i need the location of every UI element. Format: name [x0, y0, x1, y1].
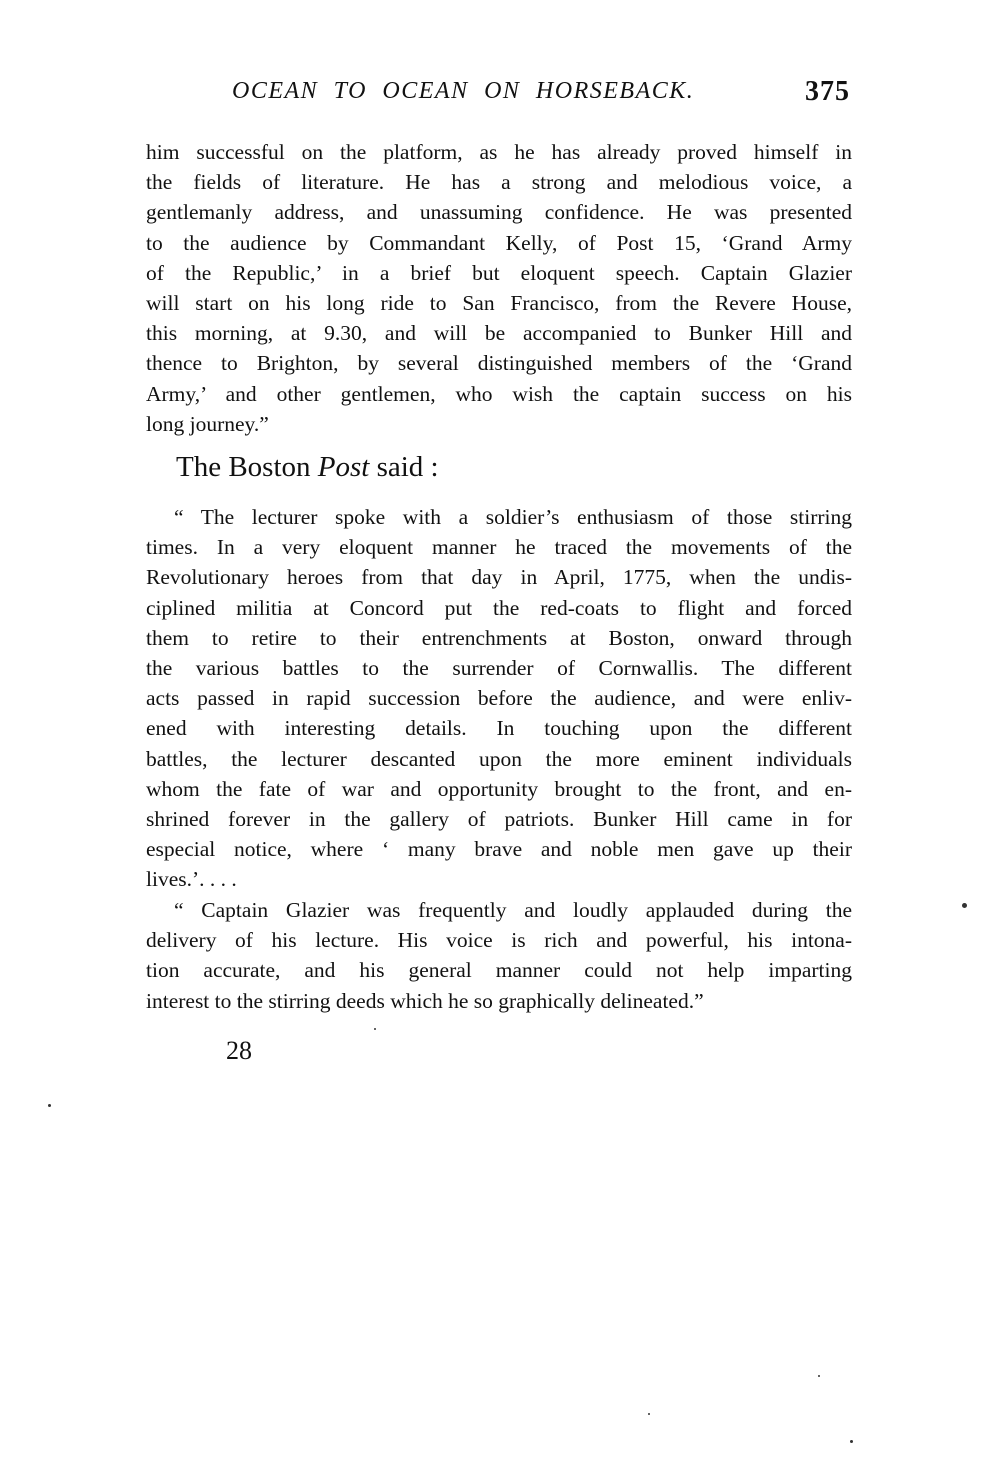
- text-line: to the audience by Commandant Kelly, of Post 15, ‘Grand Army: [146, 230, 852, 255]
- paragraph-continuation: [146, 137, 852, 439]
- text-line: shrined forever in the gallery of patriots. Bunker Hill came in for: [146, 806, 852, 831]
- text-line: “ Captain Glazier was frequently and loudly applauded during the: [174, 898, 852, 922]
- text-line: tion accurate, and his general manner could not help imparting: [146, 958, 852, 983]
- scan-speck: [850, 1440, 853, 1443]
- heading-prefix: The Boston: [176, 451, 318, 483]
- scan-speck: [648, 1413, 650, 1415]
- text-line: this morning, at 9.30, and will be accompanied to Bunker Hill and: [146, 321, 852, 346]
- text-line: delivery of his lecture. His voice is rich and powerful, his intona-: [146, 928, 852, 953]
- text-line: especial notice, where ‘ many brave and noble men gave up their: [146, 837, 852, 862]
- text-line: lives.’. . . .: [146, 867, 237, 892]
- running-title: OCEAN TO OCEAN ON HORSEBACK.: [232, 78, 695, 104]
- text-line: them to retire to their entrenchments at Boston, onward through: [146, 625, 852, 650]
- text-line: ciplined militia at Concord put the red-coats to flight and forced: [146, 595, 852, 620]
- scan-speck: [48, 1104, 51, 1107]
- text-line: thence to Brighton, by several distinguished members of the ‘Grand: [146, 351, 852, 376]
- signature-mark: 28: [226, 1036, 252, 1065]
- text-line: whom the fate of war and opportunity brought to the front, and en-: [146, 776, 852, 801]
- text-line: acts passed in rapid succession before the audience, and were enliv-: [146, 686, 852, 711]
- text-line: times. In a very eloquent manner he traced the movements of the: [146, 535, 852, 560]
- quote-paragraph-2: [146, 895, 852, 1016]
- quote-paragraph-1: [146, 502, 852, 894]
- running-head: [232, 76, 852, 112]
- scan-speck: [962, 903, 967, 908]
- text-line: of the Republic,’ in a brief but eloquent speech. Captain Glazier: [146, 260, 852, 285]
- text-line: gentlemanly address, and unassuming confidence. He was presented: [146, 200, 852, 225]
- text-line: long journey.”: [146, 411, 269, 436]
- scan-speck: [818, 1375, 820, 1377]
- text-line: battles, the lecturer descanted upon the more eminent individuals: [146, 746, 852, 771]
- text-line: the fields of literature. He has a strong and melodious voice, a: [146, 170, 852, 195]
- text-line: interest to the stirring deeds which he so graphically delineated.”: [146, 988, 704, 1013]
- text-line: “ The lecturer spoke with a soldier’s enthusiasm of those stirring: [174, 505, 852, 529]
- heading-suffix: said :: [369, 451, 439, 483]
- section-heading: [176, 451, 439, 484]
- text-line: Revolutionary heroes from that day in April, 1775, when the undis-: [146, 565, 852, 590]
- heading-italic-publication: Post: [317, 451, 370, 483]
- text-line: will start on his long ride to San Francisco, from the Revere House,: [146, 290, 852, 315]
- text-line: Army,’ and other gentlemen, who wish the captain success on his: [146, 381, 852, 406]
- scan-speck: [374, 1028, 376, 1030]
- text-line: ened with interesting details. In touching upon the different: [146, 716, 852, 741]
- text-line: the various battles to the surrender of Cornwallis. The different: [146, 655, 852, 680]
- text-line: him successful on the platform, as he has already proved himself in: [146, 140, 852, 164]
- page-number: 375: [805, 76, 850, 107]
